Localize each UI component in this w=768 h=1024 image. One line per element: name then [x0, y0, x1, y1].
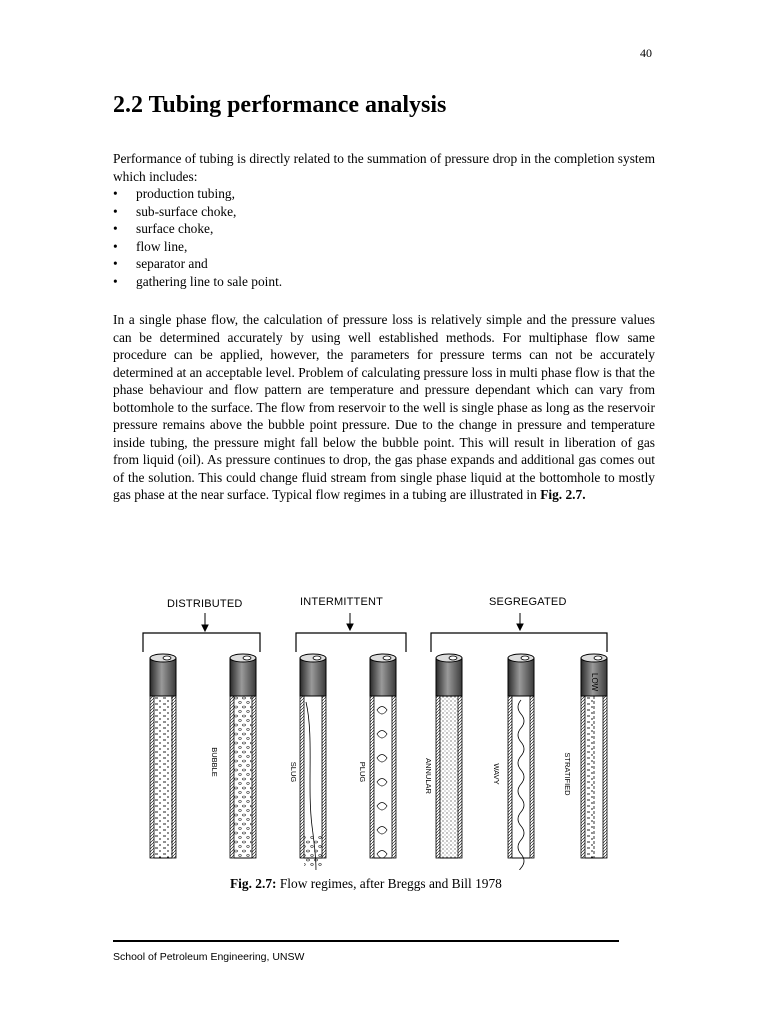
bullet-icon: •	[113, 221, 118, 236]
regime-label-stratified: STRATIFIED	[563, 752, 572, 796]
regime-label-wavy: WAVY	[492, 763, 501, 785]
bullet-icon: •	[113, 256, 118, 271]
regime-label-slug: SLUG	[289, 761, 298, 783]
footer-divider	[113, 940, 619, 942]
list-item: • sub-surface choke,	[113, 203, 237, 219]
tube-annular	[436, 654, 462, 858]
flow-regimes-diagram	[138, 588, 618, 870]
list-item: • flow line,	[113, 238, 188, 254]
list-item: • production tubing,	[113, 186, 235, 201]
figure-caption	[230, 876, 502, 892]
list-item: • separator and	[113, 256, 208, 271]
caption-text: Flow regimes, after Breggs and Bill 1978	[276, 876, 502, 891]
tube-bubble	[230, 654, 256, 858]
regime-label-plug: PLUG	[358, 761, 367, 783]
section-heading: 2.2 Tubing performance analysis	[113, 92, 447, 118]
regime-label-bubble: BUBBLE	[210, 747, 219, 777]
bullet-icon: •	[113, 273, 118, 289]
completion-list	[113, 185, 282, 290]
page-number: 40	[640, 46, 652, 60]
group-arrows	[202, 613, 523, 631]
list-item: • surface choke,	[113, 221, 214, 236]
tube-distributed-1	[150, 654, 176, 858]
list-item: • gathering line to sale point.	[113, 273, 283, 289]
bullet-icon: •	[113, 186, 118, 201]
group-title-segregated: SEGREGATED	[489, 596, 567, 608]
bullet-icon: •	[113, 238, 118, 254]
regime-label-annular: ANNULAR	[424, 758, 433, 794]
paragraph-text: In a single phase flow, the calculation of pressure loss is relatively simple and the pressure values can be determined accurately by using well established methods. For multiphase flow same procedure can be applied, however, the parameters for pressure terms can not be accurately determined at an acceptable level. Problem of calculating pressure loss in multi phase flow is that the phase behaviour and flow pattern are temperature and pressure dependant which can vary from bottomhole to the surface. The flow from reservoir to the well is single phase as long as the reservoir pressure remains above the bubble point pressure. Due to the change in pressure and temperature inside tubing, the pressure might fall below the bubble point. This will result in liberation of gas from liquid (oil). As pressure continues to drop, the gas phase expands and additional gas comes out of the solution. This could change fluid stream from single phase liquid at the bottomhole to mostly gas phase at the near surface. Typical flow regimes in a tubing are illustrated in	[113, 312, 655, 502]
caption-label: Fig. 2.7:	[230, 876, 277, 891]
tube-wavy	[508, 654, 534, 870]
figure-reference: Fig. 2.7.	[540, 487, 586, 502]
bullet-icon: •	[113, 203, 118, 219]
low-annotation: LOW	[590, 673, 599, 692]
flow-regimes-figure	[138, 588, 618, 870]
group-title-distributed: DISTRIBUTED	[167, 598, 243, 610]
intro-text: Performance of tubing is directly related to the summation of pressure drop in the completion system which includes:	[113, 151, 655, 184]
group-title-intermittent: INTERMITTENT	[300, 596, 384, 608]
body-paragraph	[113, 311, 655, 504]
tube-slug	[300, 654, 326, 870]
tube-plug	[370, 654, 396, 870]
group-brackets	[143, 633, 607, 652]
footer-text: School of Petroleum Engineering, UNSW	[113, 951, 305, 963]
